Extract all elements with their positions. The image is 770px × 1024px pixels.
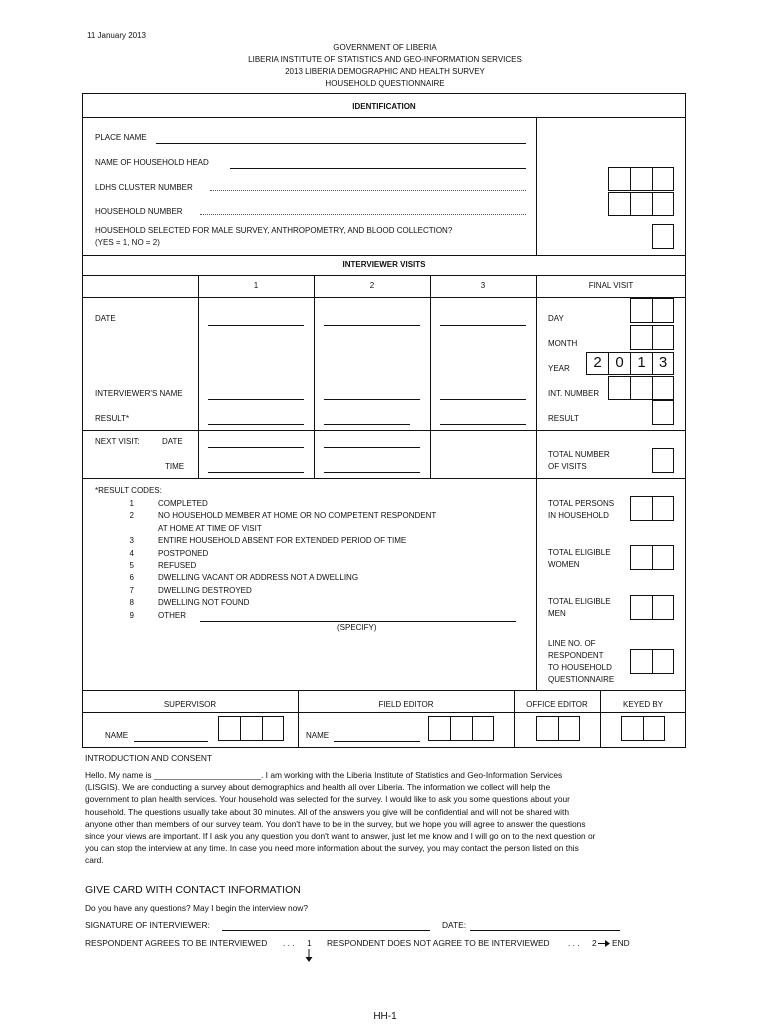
- next2-date-field[interactable]: [324, 447, 420, 448]
- consent-line: you can stop the interview at any time. In case you need more information about the survey, you may contact the person listed on this: [85, 843, 579, 854]
- next1-date-field[interactable]: [208, 447, 304, 448]
- result-code-number: 6: [129, 573, 134, 583]
- eligible-men-label: TOTAL ELIGIBLE: [548, 597, 611, 606]
- divider: [82, 690, 686, 691]
- cluster-number-label: LDHS CLUSTER NUMBER: [95, 183, 193, 192]
- divider: [430, 275, 431, 478]
- household-number-boxes[interactable]: [608, 192, 674, 216]
- next2-time-field[interactable]: [324, 472, 420, 473]
- visit1-result-field[interactable]: [208, 424, 304, 425]
- date-label: DATE: [95, 314, 116, 323]
- household-head-field[interactable]: [230, 168, 526, 169]
- line-no-label-2: RESPONDENT: [548, 651, 604, 660]
- divider: [198, 275, 199, 430]
- supervisor-name-label: NAME: [105, 731, 129, 740]
- month-label: MONTH: [548, 339, 578, 348]
- total-persons-label: TOTAL PERSONS: [548, 499, 615, 508]
- next1-time-field[interactable]: [208, 472, 304, 473]
- visit-col-2: 2: [369, 281, 375, 290]
- editor-name-field[interactable]: [334, 741, 420, 742]
- visit2-date-field[interactable]: [324, 325, 420, 326]
- total-visits-label: TOTAL NUMBER: [548, 450, 610, 459]
- place-name-label: PLACE NAME: [95, 133, 147, 142]
- result-label: RESULT*: [95, 414, 130, 423]
- final-result-box[interactable]: [652, 400, 674, 425]
- year-digit: 2: [586, 352, 608, 375]
- result-code-text: REFUSED: [158, 561, 197, 570]
- visits-title: INTERVIEWER VISITS: [342, 260, 426, 269]
- divider: [82, 478, 536, 479]
- next-date-label: DATE: [162, 437, 183, 446]
- not-agree-code[interactable]: 2: [592, 938, 597, 948]
- eligible-men-boxes[interactable]: [630, 595, 674, 620]
- result-code-number: 3: [129, 536, 134, 546]
- signature-label: SIGNATURE OF INTERVIEWER:: [85, 920, 210, 930]
- divider: [82, 430, 536, 431]
- consent-line: Hello. My name is _______________________. I am working with the Liberia Institute of Statistics and Geo-Information Services: [85, 770, 563, 780]
- next-time-label: TIME: [165, 462, 185, 471]
- identification-title: IDENTIFICATION: [352, 102, 416, 111]
- result-code-text: OTHER: [158, 610, 186, 620]
- office-editor-boxes[interactable]: [536, 716, 580, 741]
- agrees-code[interactable]: 1: [307, 938, 312, 948]
- year-digit: 1: [630, 352, 652, 375]
- total-visits-label-2: OF VISITS: [548, 462, 587, 471]
- other-specify-field[interactable]: [200, 621, 516, 622]
- questions-prompt: Do you have any questions? May I begin the interview now?: [85, 903, 309, 913]
- result-code-text: DWELLING NOT FOUND: [158, 598, 250, 608]
- final-result-label: RESULT: [548, 414, 579, 423]
- end-label: END: [612, 938, 630, 948]
- next-visit-label: NEXT VISIT:: [95, 437, 140, 446]
- visit1-interviewer-field[interactable]: [208, 399, 304, 400]
- signature-date-label: DATE:: [442, 920, 467, 930]
- consent-line: card.: [85, 855, 104, 866]
- divider: [82, 275, 686, 276]
- consent-line: anyone other than members of our survey team. You don't have to be in the survey, but we hope you will agree to answer the questions: [85, 818, 586, 829]
- supervisor-code-boxes[interactable]: [218, 716, 284, 741]
- office-editor-label: OFFICE EDITOR: [526, 700, 588, 709]
- agrees-option[interactable]: RESPONDENT AGREES TO BE INTERVIEWED: [85, 938, 268, 948]
- divider: [298, 690, 299, 748]
- page-number: HH-1: [373, 1011, 397, 1022]
- result-code-text: DWELLING VACANT OR ADDRESS NOT A DWELLING: [158, 573, 359, 583]
- divider: [82, 297, 686, 298]
- consent-line: household. The questions usually take about 30 minutes. All of the answers you give will be confidential and will not be shared with: [85, 806, 570, 817]
- header-survey: 2013 LIBERIA DEMOGRAPHIC AND HEALTH SURVEY: [285, 67, 485, 76]
- year-label: YEAR: [548, 364, 570, 373]
- cluster-dots: [210, 190, 526, 191]
- keyed-by-boxes[interactable]: [621, 716, 665, 741]
- specify-label: (SPECIFY): [337, 623, 377, 632]
- day-label: DAY: [548, 314, 564, 323]
- header-questionnaire: HOUSEHOLD QUESTIONNAIRE: [325, 79, 445, 88]
- male-survey-box[interactable]: [652, 224, 674, 249]
- consent-line: since your views are important. If I ask you any question you don't want to answer, just let me know and I will go on to the next question or: [85, 831, 596, 842]
- header-institute: LIBERIA INSTITUTE OF STATISTICS AND GEO-INFORMATION SERVICES: [248, 55, 522, 64]
- editor-code-boxes[interactable]: [428, 716, 494, 741]
- divider: [536, 430, 686, 431]
- year-boxes: [586, 352, 674, 375]
- consent-title: INTRODUCTION AND CONSENT: [85, 753, 213, 763]
- line-no-boxes[interactable]: [630, 649, 674, 674]
- day-boxes[interactable]: [630, 298, 674, 323]
- result-code-text: ENTIRE HOUSEHOLD ABSENT FOR EXTENDED PERIOD OF TIME: [158, 536, 407, 546]
- result-code-text: DWELLING DESTROYED: [158, 585, 252, 595]
- cluster-number-boxes[interactable]: [608, 167, 674, 191]
- divider: [600, 690, 601, 748]
- final-visit-header: FINAL VISIT: [588, 281, 634, 290]
- line-no-label: LINE NO. OF: [548, 639, 596, 648]
- line-no-label-4: QUESTIONNAIRE: [548, 675, 615, 684]
- result-code-text: NO HOUSEHOLD MEMBER AT HOME OR NO COMPETENT RESPONDENT: [158, 511, 437, 521]
- visit-col-3: 3: [480, 281, 486, 290]
- divider: [536, 117, 537, 255]
- place-name-field[interactable]: [156, 143, 526, 144]
- result-code-number: 7: [129, 585, 134, 595]
- total-persons-label-2: IN HOUSEHOLD: [548, 511, 609, 520]
- male-survey-question: HOUSEHOLD SELECTED FOR MALE SURVEY, ANTHROPOMETRY, AND BLOOD COLLECTION?: [95, 226, 453, 235]
- arrow-down-icon: [304, 949, 314, 963]
- keyed-by-label: KEYED BY: [622, 700, 663, 709]
- not-agree-dots: . . .: [568, 938, 580, 948]
- visit3-date-field[interactable]: [440, 325, 526, 326]
- result-code-number: 8: [129, 598, 134, 608]
- visit2-result-field[interactable]: [324, 424, 410, 425]
- visit2-interviewer-field[interactable]: [324, 399, 420, 400]
- result-code-number: 2: [129, 511, 134, 521]
- result-codes-title: *RESULT CODES:: [95, 486, 162, 495]
- divider: [314, 275, 315, 478]
- signature-date-field[interactable]: [470, 930, 620, 931]
- result-code-number: 4: [129, 548, 134, 558]
- line-no-label-3: TO HOUSEHOLD: [548, 663, 612, 672]
- year-digit: 3: [652, 352, 674, 375]
- divider: [198, 430, 199, 478]
- household-head-label: NAME OF HOUSEHOLD HEAD: [95, 158, 209, 167]
- total-visits-box[interactable]: [652, 448, 674, 473]
- result-code-text: AT HOME AT TIME OF VISIT: [158, 523, 262, 533]
- arrow-right-icon: [598, 939, 611, 948]
- result-code-text: COMPLETED: [158, 499, 208, 508]
- eligible-women-label-2: WOMEN: [548, 560, 580, 569]
- editor-name-label: NAME: [306, 731, 330, 740]
- consent-line: government to plan health services. Your household was selected for the survey. I would like to ask you some questions about your: [85, 794, 570, 805]
- consent-paragraph: [85, 769, 690, 867]
- interviewer-name-label: INTERVIEWER'S NAME: [95, 389, 183, 398]
- household-number-label: HOUSEHOLD NUMBER: [95, 207, 183, 216]
- int-number-label: INT. NUMBER: [548, 389, 600, 398]
- visit3-result-field[interactable]: [440, 424, 526, 425]
- not-agree-option[interactable]: RESPONDENT DOES NOT AGREE TO BE INTERVIEWED: [327, 938, 550, 948]
- agrees-dots: . . .: [283, 938, 295, 948]
- male-survey-codes: (YES = 1, NO = 2): [95, 238, 160, 247]
- month-boxes[interactable]: [630, 325, 674, 350]
- visit-col-1: 1: [253, 281, 259, 290]
- household-dots: [200, 214, 526, 215]
- supervisor-name-field[interactable]: [134, 741, 208, 742]
- divider: [514, 690, 515, 748]
- eligible-women-boxes[interactable]: [630, 545, 674, 570]
- total-persons-boxes[interactable]: [630, 496, 674, 521]
- consent-line: (LISGIS). We are conducting a survey about demographics and health all over Liberia. The information we collect will help the: [85, 782, 551, 793]
- divider: [82, 255, 686, 256]
- int-number-boxes[interactable]: [608, 376, 674, 400]
- document-date: 11 January 2013: [87, 31, 147, 40]
- divider: [82, 712, 686, 713]
- result-code-number: 5: [129, 561, 134, 570]
- result-code-number: 9: [129, 610, 134, 620]
- result-code-text: POSTPONED: [158, 548, 209, 558]
- visit3-interviewer-field[interactable]: [440, 399, 526, 400]
- result-code-number: 1: [129, 499, 134, 508]
- divider: [536, 478, 686, 479]
- supervisor-label: SUPERVISOR: [163, 700, 217, 709]
- visit1-date-field[interactable]: [208, 325, 304, 326]
- year-digit: 0: [608, 352, 630, 375]
- field-editor-label: FIELD EDITOR: [378, 700, 434, 709]
- eligible-men-label-2: MEN: [548, 609, 566, 618]
- divider: [82, 117, 686, 118]
- header-government: GOVERNMENT OF LIBERIA: [333, 43, 437, 52]
- divider: [536, 275, 537, 690]
- eligible-women-label: TOTAL ELIGIBLE: [548, 548, 611, 557]
- give-card-instruction: GIVE CARD WITH CONTACT INFORMATION: [85, 884, 301, 896]
- signature-field[interactable]: [222, 930, 430, 931]
